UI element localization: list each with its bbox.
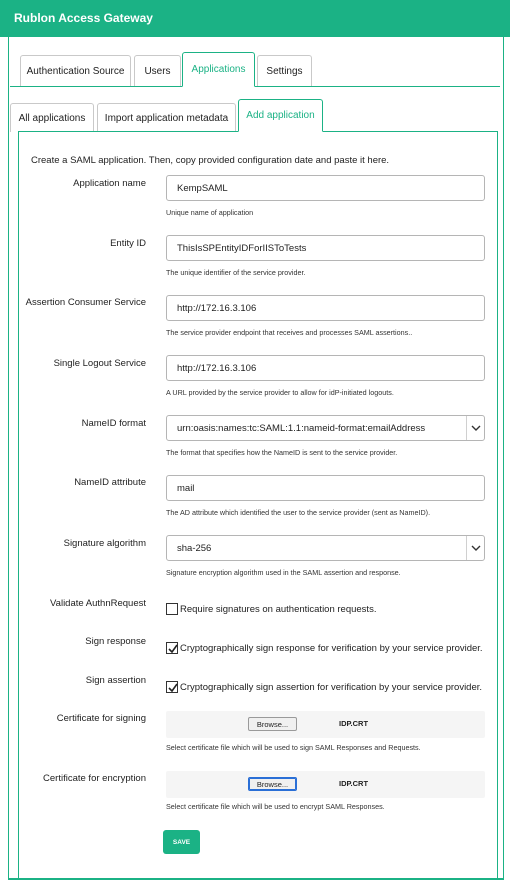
nameid-format-help: The format that specifies how the NameID is sent to the service provider.	[166, 448, 398, 457]
tab-label: Users	[144, 66, 171, 77]
cert-signing-help: Select certificate file which will be used to sign SAML Responses and Requests.	[166, 743, 421, 752]
sign-assertion-label: Sign assertion	[85, 675, 146, 686]
tab-label: Authentication Source	[26, 66, 125, 77]
cert-encryption-browse-button[interactable]: Browse...	[248, 777, 297, 791]
sign-response-text: Cryptographically sign response for verification by your service provider.	[180, 642, 483, 654]
subtab-import-metadata[interactable]	[97, 103, 236, 132]
cert-encryption-filename: IDP.CRT	[339, 779, 369, 788]
sign-assertion-checkbox[interactable]	[166, 681, 178, 693]
subtab-add-application[interactable]	[238, 99, 323, 132]
cert-signing-label: Certificate for signing	[56, 713, 146, 724]
tab-settings[interactable]	[257, 55, 312, 87]
tab-label: Add application	[246, 110, 315, 121]
slo-help: A URL provided by the service provider to allow for idP-initiated logouts.	[166, 388, 394, 397]
tab-label: Settings	[266, 66, 303, 77]
entity-id-help: The unique identifier of the service provider.	[166, 268, 306, 277]
sig-alg-help: Signature encryption algorithm used in the SAML assertion and response.	[166, 568, 401, 577]
app-name-help: Unique name of application	[166, 208, 254, 217]
cert-encryption-label: Certificate for encryption	[43, 773, 146, 784]
sig-alg-label: Signature algorithm	[63, 538, 146, 549]
app-title: Rublon Access Gateway	[14, 11, 153, 25]
validate-authn-text: Require signatures on authentication requests.	[180, 603, 377, 615]
validate-authn-checkbox[interactable]	[166, 603, 178, 615]
validate-authn-row	[166, 603, 376, 615]
app-name-input[interactable]: KempSAML	[166, 175, 485, 201]
nameid-attr-label: NameID attribute	[74, 477, 146, 488]
checkmark-icon	[167, 643, 179, 655]
acs-label: Assertion Consumer Service	[25, 297, 146, 308]
slo-input[interactable]: http://172.16.3.106	[166, 355, 485, 381]
tab-label: All applications	[18, 112, 86, 124]
nameid-attr-input[interactable]: mail	[166, 475, 485, 501]
checkmark-icon	[167, 682, 179, 694]
chevron-down-icon[interactable]	[466, 416, 484, 440]
tab-applications[interactable]	[182, 52, 255, 87]
cert-signing-file-input	[166, 711, 485, 738]
cert-encryption-help: Select certificate file which will be used to encrypt SAML Responses.	[166, 802, 385, 811]
sig-alg-value: sha-256	[177, 542, 212, 554]
app-name-label: Application name	[73, 178, 146, 189]
subtab-all-applications[interactable]	[10, 103, 94, 132]
acs-help: The service provider endpoint that receives and processes SAML assertions..	[166, 328, 413, 337]
save-button[interactable]: SAVE	[163, 830, 200, 854]
tab-divider	[10, 86, 500, 87]
sig-alg-select[interactable]	[166, 535, 485, 561]
cert-encryption-file-input	[166, 771, 485, 798]
form-intro: Create a SAML application. Then, copy provided configuration date and paste it here.	[31, 155, 390, 166]
cert-signing-browse-button[interactable]: Browse...	[248, 717, 297, 731]
validate-authn-label: Validate AuthnRequest	[50, 598, 146, 609]
sign-assertion-text: Cryptographically sign assertion for verification by your service provider.	[180, 681, 483, 693]
nameid-format-label: NameID format	[81, 418, 146, 429]
entity-id-label: Entity ID	[110, 238, 146, 249]
sign-response-label: Sign response	[85, 636, 146, 647]
tab-label: Applications	[191, 64, 246, 75]
sign-assertion-row	[166, 681, 482, 693]
cert-signing-filename: IDP.CRT	[339, 719, 369, 728]
tab-users[interactable]	[134, 55, 181, 87]
sign-response-checkbox[interactable]	[166, 642, 178, 654]
nameid-format-select[interactable]	[166, 415, 485, 441]
slo-label: Single Logout Service	[53, 358, 146, 369]
acs-input[interactable]: http://172.16.3.106	[166, 295, 485, 321]
entity-id-input[interactable]: ThisIsSPEntityIDForIISToTests	[166, 235, 485, 261]
chevron-down-icon[interactable]	[466, 536, 484, 560]
tab-authentication-source[interactable]	[20, 55, 131, 87]
nameid-attr-help: The AD attribute which identified the user to the service provider (sent as NameID).	[166, 508, 431, 517]
sign-response-row	[166, 642, 483, 654]
nameid-format-value: urn:oasis:names:tc:SAML:1.1:nameid-format:emailAddress	[177, 422, 426, 434]
app-header	[0, 0, 510, 37]
tab-label: Import application metadata	[104, 112, 229, 124]
